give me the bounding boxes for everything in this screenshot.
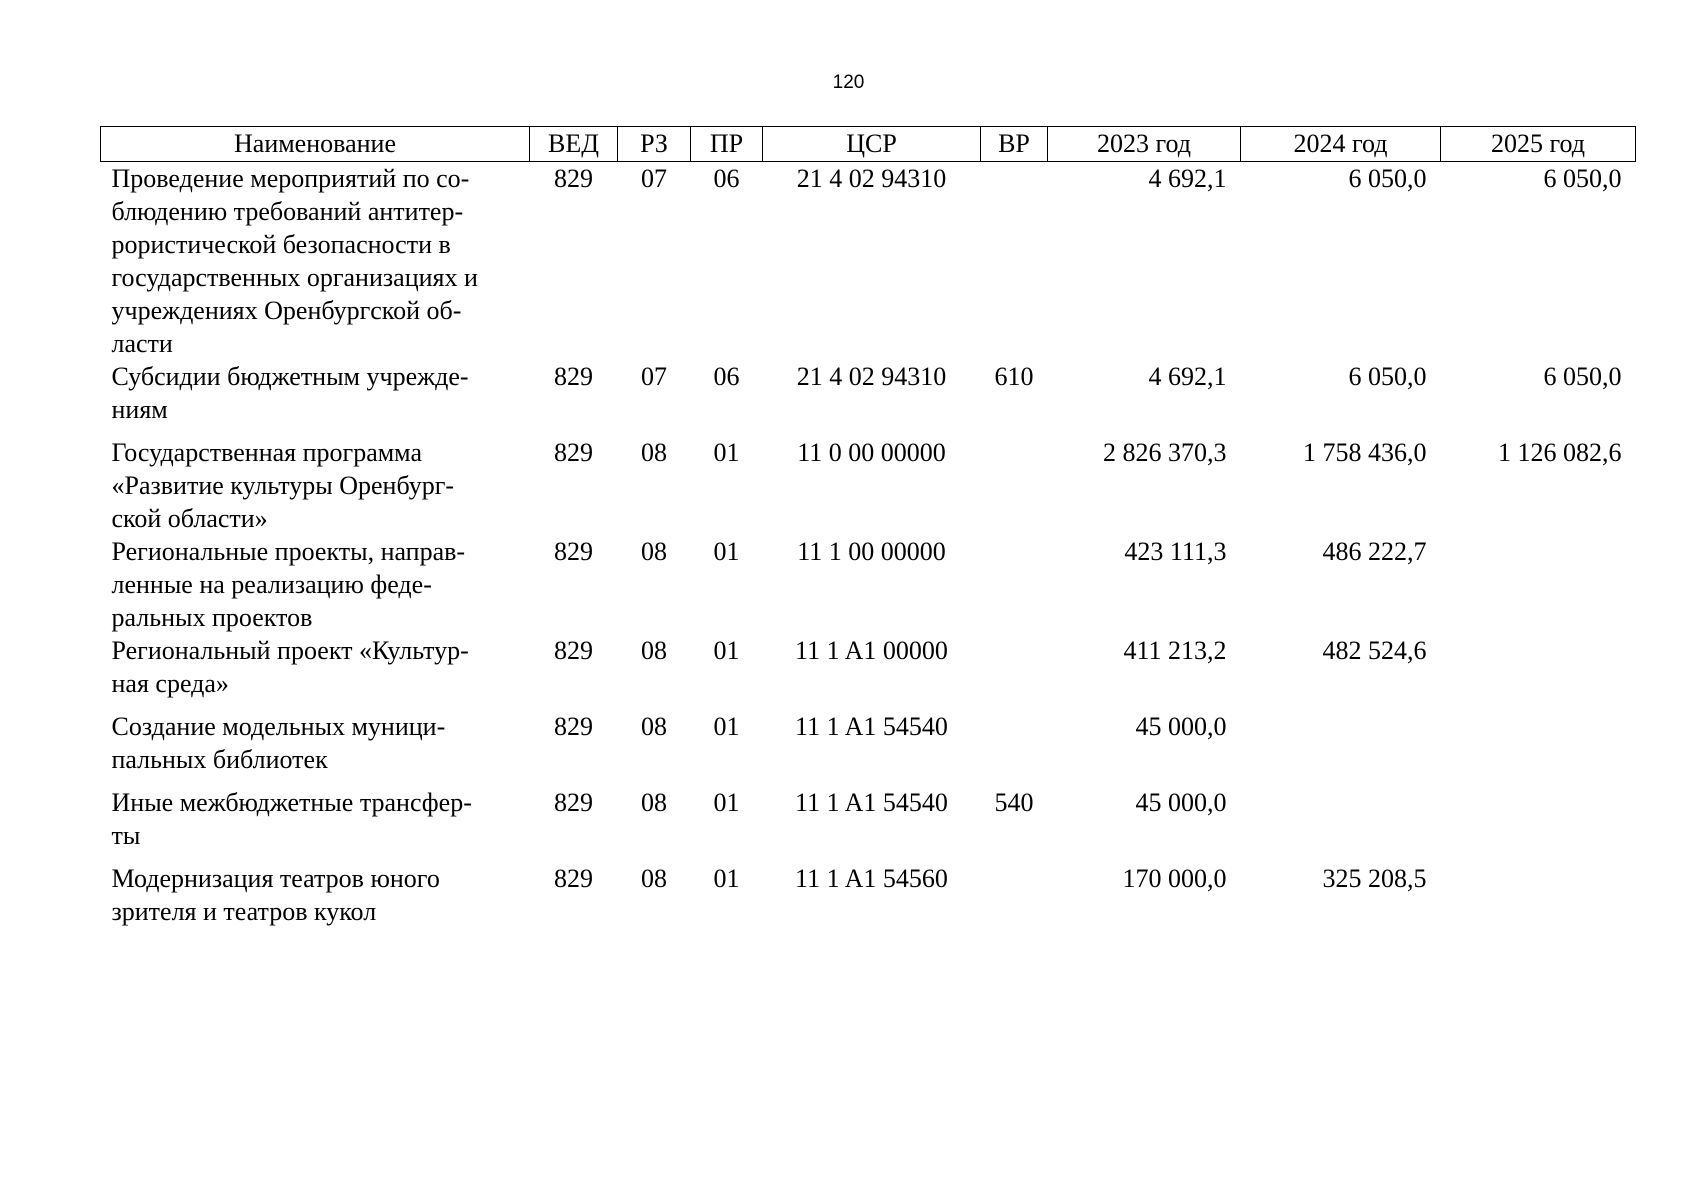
row-vr	[981, 436, 1048, 535]
row-pr: 01	[713, 636, 740, 665]
row-csr: 21 4 02 94310	[796, 164, 947, 193]
row-ved: 829	[554, 164, 593, 193]
table-row	[101, 862, 1636, 928]
row-rz: 08	[641, 788, 667, 817]
row-ved: 829	[554, 537, 593, 566]
row-csr: 11 1 00 00000	[797, 537, 946, 566]
row-2025	[1441, 710, 1636, 786]
row-2024: 1 758 436,0	[1303, 438, 1427, 467]
row-2025	[1441, 634, 1636, 710]
table-row	[101, 162, 1636, 361]
table-row	[101, 360, 1636, 436]
row-vr: 610	[994, 362, 1034, 391]
header-rz: РЗ	[618, 127, 691, 162]
row-csr: 11 1 A1 54540	[795, 788, 948, 817]
table-row	[101, 786, 1636, 862]
row-2025	[1441, 786, 1636, 862]
row-name: Проведение мероприятий по со- блюдению требований антитер- рористической безопасности в государственных организациях и учреждениях Оренбургской об- ласти	[111, 164, 478, 358]
header-vr: ВР	[981, 127, 1048, 162]
header-2025: 2025 год	[1441, 127, 1636, 162]
row-ved: 829	[554, 362, 593, 391]
row-csr: 11 0 00 00000	[797, 438, 946, 467]
row-csr: 21 4 02 94310	[796, 362, 947, 391]
row-2025: 6 050,0	[1543, 362, 1622, 391]
row-csr: 11 1 A1 54560	[795, 864, 948, 893]
page-number: 120	[832, 72, 865, 93]
row-ved: 829	[554, 438, 593, 467]
row-2025	[1441, 535, 1636, 634]
row-name: Региональные проекты, направ- ленные на реализацию феде- ральных проектов	[111, 537, 466, 632]
row-2024: 482 524,6	[1322, 636, 1427, 665]
row-rz: 08	[641, 712, 667, 741]
row-2024	[1241, 786, 1441, 862]
row-rz: 08	[641, 864, 667, 893]
header-name: Наименование	[101, 127, 530, 162]
row-name: Государственная программа «Развитие культуры Оренбург- ской области»	[111, 438, 455, 533]
row-2023: 411 213,2	[1123, 636, 1227, 665]
table-row	[101, 436, 1636, 535]
row-pr: 01	[713, 712, 740, 741]
row-2025	[1441, 862, 1636, 928]
row-ved: 829	[554, 712, 593, 741]
row-name: Модернизация театров юного зрителя и театров кукол	[111, 864, 440, 926]
row-pr: 01	[713, 864, 740, 893]
row-2023: 170 000,0	[1122, 864, 1227, 893]
header-pr: ПР	[691, 127, 763, 162]
row-csr: 11 1 A1 54540	[795, 712, 948, 741]
row-rz: 08	[641, 636, 667, 665]
table-row	[101, 535, 1636, 634]
row-2023: 4 692,1	[1148, 164, 1227, 193]
row-pr: 06	[713, 362, 740, 391]
row-name: Создание модельных муници- пальных библиотек	[111, 712, 446, 774]
row-2023: 423 111,3	[1124, 537, 1227, 566]
header-2023: 2023 год	[1048, 127, 1241, 162]
row-pr: 01	[713, 788, 740, 817]
row-rz: 07	[641, 362, 667, 391]
row-ved: 829	[554, 788, 593, 817]
row-vr	[981, 862, 1048, 928]
row-2023: 45 000,0	[1135, 788, 1227, 817]
row-vr	[981, 634, 1048, 710]
row-rz: 07	[641, 164, 667, 193]
header-ved: ВЕД	[530, 127, 618, 162]
row-ved: 829	[554, 636, 593, 665]
row-rz: 08	[641, 537, 667, 566]
row-csr: 11 1 A1 00000	[795, 636, 948, 665]
row-pr: 01	[713, 438, 740, 467]
row-2023: 4 692,1	[1148, 362, 1227, 391]
row-name: Иные межбюджетные трансфер- ты	[111, 788, 472, 850]
row-rz: 08	[641, 438, 667, 467]
row-2024: 6 050,0	[1348, 164, 1427, 193]
row-name: Региональный проект «Культур- ная среда»	[111, 636, 469, 698]
table-header-row	[101, 127, 1636, 162]
row-ved: 829	[554, 864, 593, 893]
table-row	[101, 710, 1636, 786]
row-vr	[981, 710, 1048, 786]
row-2024: 6 050,0	[1348, 362, 1427, 391]
budget-table	[100, 126, 1636, 928]
row-2024: 486 222,7	[1322, 537, 1427, 566]
row-2024: 325 208,5	[1322, 864, 1427, 893]
row-vr	[981, 535, 1048, 634]
row-2023: 2 826 370,3	[1103, 438, 1227, 467]
row-pr: 01	[713, 537, 740, 566]
row-vr	[981, 162, 1048, 361]
row-2023: 45 000,0	[1135, 712, 1227, 741]
row-2025: 1 126 082,6	[1498, 438, 1622, 467]
row-pr: 06	[713, 164, 740, 193]
row-vr: 540	[994, 788, 1034, 817]
row-2024	[1241, 710, 1441, 786]
row-2025: 6 050,0	[1543, 164, 1622, 193]
row-name: Субсидии бюджетным учрежде- ниям	[111, 362, 469, 424]
table-row	[101, 634, 1636, 710]
header-2024: 2024 год	[1241, 127, 1441, 162]
header-csr: ЦСР	[763, 127, 981, 162]
